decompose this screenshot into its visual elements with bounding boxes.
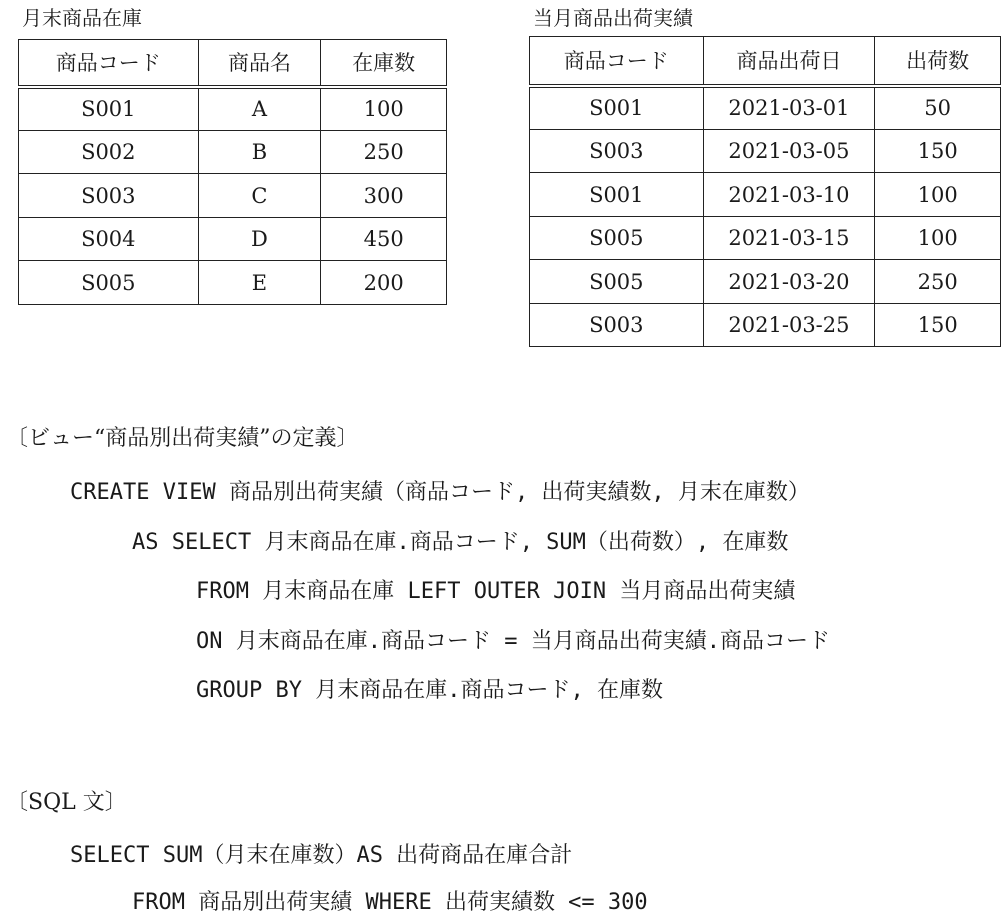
view-definition-label: 〔ビュー“商品別出荷実績”の定義〕: [6, 426, 359, 451]
table-header-row: [530, 37, 1001, 86]
product-code-cell: S001: [530, 86, 704, 130]
table-row: [530, 217, 1001, 260]
table-row: [19, 87, 447, 131]
shipment-table: [529, 36, 1001, 347]
ship-quantity-cell: 100: [875, 173, 1001, 217]
sql-statement-line: FROM 商品別出荷実績 WHERE 出荷実績数 <= 300: [132, 890, 648, 915]
ship-quantity-cell: 150: [875, 130, 1001, 173]
product-name-cell: E: [198, 261, 321, 305]
view-definition-line: ON 月末商品在庫.商品コード = 当月商品出荷実績.商品コード: [196, 629, 830, 654]
product-name-cell: C: [198, 174, 321, 218]
product-name-cell: B: [198, 131, 321, 174]
stock-quantity-cell: 450: [321, 218, 447, 261]
column-header: 在庫数: [321, 40, 447, 87]
table-row: [530, 173, 1001, 217]
product-code-cell: S003: [530, 304, 704, 347]
stock-quantity-cell: 200: [321, 261, 447, 305]
column-header: 商品出荷日: [703, 37, 875, 86]
stock-quantity-cell: 300: [321, 174, 447, 218]
product-code-cell: S001: [19, 87, 199, 131]
product-code-cell: S005: [530, 260, 704, 304]
table-row: [530, 86, 1001, 130]
table-row: [530, 260, 1001, 304]
product-code-cell: S002: [19, 131, 199, 174]
product-code-cell: S005: [19, 261, 199, 305]
product-code-cell: S005: [530, 217, 704, 260]
table-header-row: [19, 40, 447, 87]
ship-quantity-cell: 50: [875, 86, 1001, 130]
ship-date-cell: 2021-03-01: [703, 86, 875, 130]
ship-quantity-cell: 100: [875, 217, 1001, 260]
stock-quantity-cell: 250: [321, 131, 447, 174]
view-definition-line: FROM 月末商品在庫 LEFT OUTER JOIN 当月商品出荷実績: [196, 579, 796, 604]
ship-date-cell: 2021-03-15: [703, 217, 875, 260]
table-row: [19, 131, 447, 174]
ship-quantity-cell: 250: [875, 260, 1001, 304]
table-row: [530, 130, 1001, 173]
stock-table-caption: 月末商品在庫: [22, 6, 142, 30]
table-row: [19, 261, 447, 305]
sql-statement-line: SELECT SUM（月末在庫数）AS 出荷商品在庫合計: [70, 843, 573, 868]
view-definition-line: GROUP BY 月末商品在庫.商品コード, 在庫数: [196, 678, 663, 703]
column-header: 出荷数: [875, 37, 1001, 86]
column-header: 商品コード: [19, 40, 199, 87]
ship-date-cell: 2021-03-20: [703, 260, 875, 304]
table-row: [19, 174, 447, 218]
view-definition-line: AS SELECT 月末商品在庫.商品コード, SUM（出荷数）, 在庫数: [132, 530, 789, 555]
ship-date-cell: 2021-03-10: [703, 173, 875, 217]
table-row: [530, 304, 1001, 347]
stock-table: [18, 39, 447, 305]
ship-date-cell: 2021-03-25: [703, 304, 875, 347]
product-code-cell: S003: [19, 174, 199, 218]
sql-statement-label: 〔SQL 文〕: [6, 790, 127, 815]
shipment-table-caption: 当月商品出荷実績: [533, 6, 693, 30]
product-code-cell: S003: [530, 130, 704, 173]
table-row: [19, 218, 447, 261]
ship-date-cell: 2021-03-05: [703, 130, 875, 173]
view-definition-line: CREATE VIEW 商品別出荷実績（商品コード, 出荷実績数, 月末在庫数）: [70, 480, 810, 505]
product-name-cell: D: [198, 218, 321, 261]
product-code-cell: S004: [19, 218, 199, 261]
product-code-cell: S001: [530, 173, 704, 217]
ship-quantity-cell: 150: [875, 304, 1001, 347]
column-header: 商品コード: [530, 37, 704, 86]
column-header: 商品名: [198, 40, 321, 87]
stock-quantity-cell: 100: [321, 87, 447, 131]
product-name-cell: A: [198, 87, 321, 131]
